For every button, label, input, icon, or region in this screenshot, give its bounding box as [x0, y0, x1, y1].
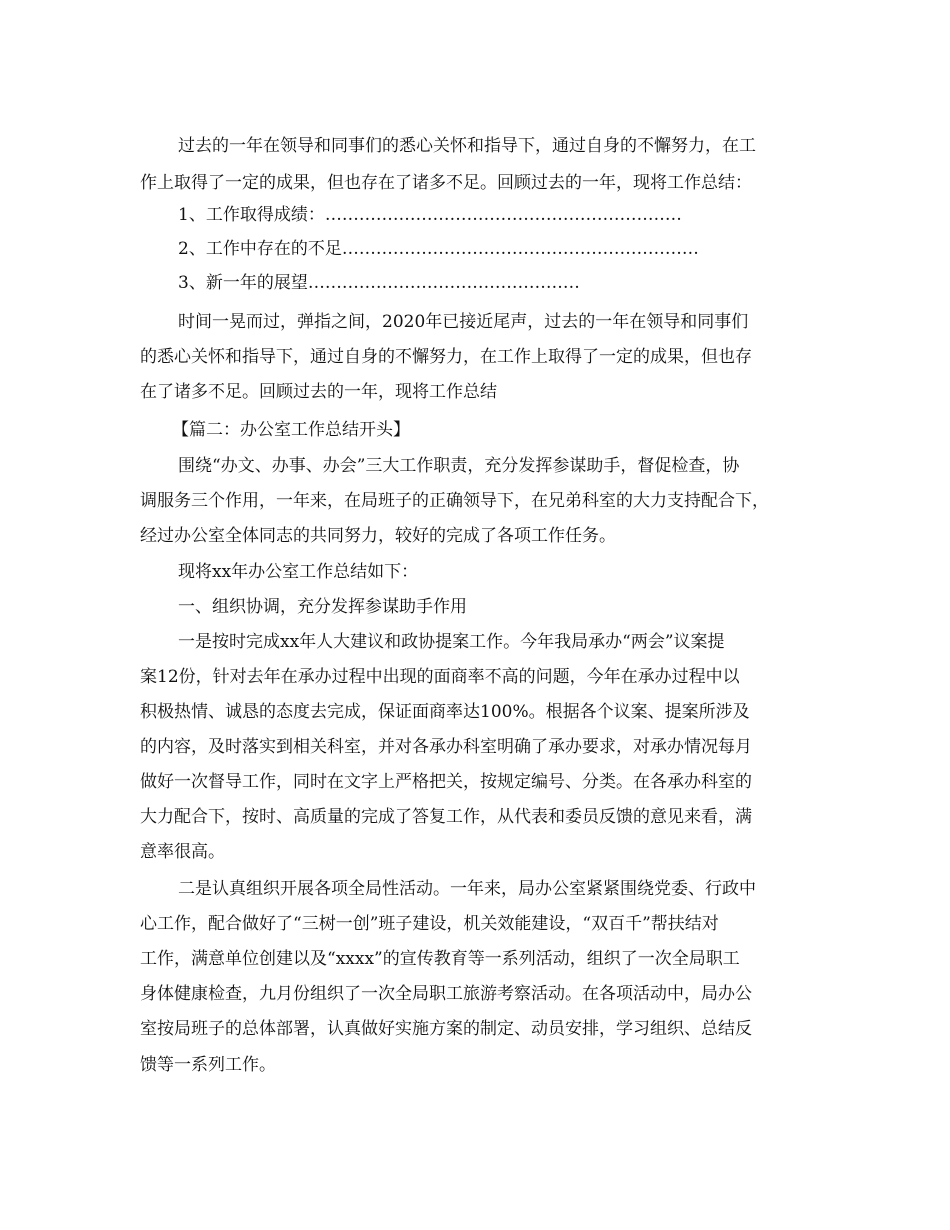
text-line: 2、工作中存在的不足………………………………………………………	[178, 239, 699, 259]
text-line: 调服务三个作用，一年来，在局班子的正确领导下，在兄弟科室的大力支持配合下，	[140, 491, 769, 511]
text-line: 案12份，针对去年在承办过程中出现的面商率不高的问题，今年在承办过程中以	[140, 667, 740, 687]
text-line: 身体健康检查，九月份组织了一次全局职工旅游考察活动。在各项活动中，局办公	[140, 984, 752, 1004]
text-line: 经过办公室全体同志的共同努力，较好的完成了各项工作任务。	[140, 526, 616, 546]
text-line: 现将xx年办公室工作总结如下：	[178, 562, 419, 582]
text-line: 二是认真组织开展各项全局性活动。一年来，局办公室紧紧围绕党委、行政中	[178, 879, 756, 899]
text-line: 一是按时完成xx年人大建议和政协提案工作。今年我局承办“两会”议案提	[178, 632, 725, 652]
text-line: 的悉心关怀和指导下，通过自身的不懈努力，在工作上取得了一定的成果，但也存	[140, 347, 752, 367]
text-line: 1、工作取得成绩：………………………………………………………	[178, 205, 682, 225]
text-line: 意率很高。	[140, 842, 225, 862]
section-heading: 【篇二：办公室工作总结开头】	[172, 420, 410, 440]
text-line: 积极热情、诚恳的态度去完成，保证面商率达100%。根据各个议案、提案所涉及	[140, 702, 750, 722]
text-line: 作上取得了一定的成果，但也存在了诸多不足。回顾过去的一年，现将工作总结：	[140, 173, 752, 193]
text-line: 工作，满意单位创建以及“xxxx”的宣传教育等一系列活动，组织了一次全局职工	[140, 949, 740, 969]
text-line: 时间一晃而过，弹指之间，2020年已接近尾声，过去的一年在领导和同事们	[178, 312, 749, 332]
text-line: 室按局班子的总体部署，认真做好实施方案的制定、动员安排，学习组织、总结反	[140, 1019, 752, 1039]
text-line: 3、新一年的展望…………………………………………	[178, 273, 580, 293]
text-line: 一、组织协调，充分发挥参谋助手作用	[178, 597, 467, 617]
text-line: 在了诸多不足。回顾过去的一年，现将工作总结	[140, 382, 497, 402]
text-line: 心工作，配合做好了“三树一创”班子建设，机关效能建设，“双百千”帮扶结对	[140, 914, 719, 934]
text-line: 的内容，及时落实到相关科室，并对各承办科室明确了承办要求，对承办情况每月	[140, 737, 752, 757]
text-line: 围绕“办文、办事、办会”三大工作职责，充分发挥参谋助手，督促检查，协	[178, 456, 740, 476]
text-line: 做好一次督导工作，同时在文字上严格把关，按规定编号、分类。在各承办科室的	[140, 772, 752, 792]
text-line: 过去的一年在领导和同事们的悉心关怀和指导下，通过自身的不懈努力，在工	[178, 136, 756, 156]
text-line: 大力配合下，按时、高质量的完成了答复工作，从代表和委员反馈的意见来看，满	[140, 807, 752, 827]
text-line: 馈等一系列工作。	[140, 1055, 276, 1075]
